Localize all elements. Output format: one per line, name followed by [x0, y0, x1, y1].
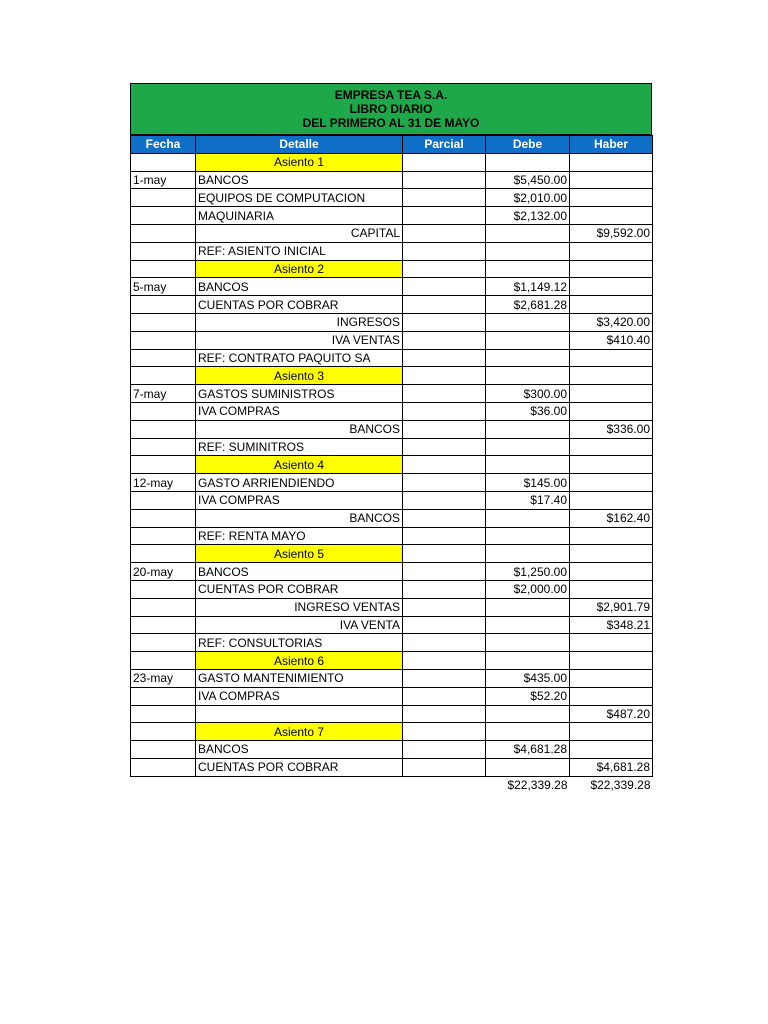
- cell-fecha: [131, 296, 196, 314]
- cell-detalle: BANCOS: [196, 278, 403, 296]
- table-row: [131, 616, 653, 634]
- cell-haber: $162.40: [570, 509, 653, 527]
- journal-sheet: [130, 83, 653, 794]
- cell-haber: [570, 652, 653, 670]
- cell-parcial: [403, 705, 486, 723]
- cell-fecha: [131, 331, 196, 349]
- cell-debe: [486, 598, 570, 616]
- cell-parcial: [403, 242, 486, 260]
- book-title: LIBRO DIARIO: [349, 102, 433, 116]
- cell-haber: $3,420.00: [570, 313, 653, 331]
- cell-haber: [570, 171, 653, 189]
- cell-fecha: [131, 456, 196, 474]
- cell-parcial: [403, 331, 486, 349]
- cell-parcial: [403, 669, 486, 687]
- cell-parcial: [403, 598, 486, 616]
- journal-header: [130, 83, 652, 135]
- cell-fecha: 12-may: [131, 474, 196, 492]
- asiento-row: [131, 545, 653, 563]
- table-row: [131, 741, 653, 759]
- cell-fecha: [131, 580, 196, 598]
- cell-detalle: IVA COMPRAS: [196, 687, 403, 705]
- cell-fecha: [131, 207, 196, 225]
- cell-parcial: [403, 153, 486, 171]
- empty-cell: [131, 776, 196, 794]
- cell-debe: $17.40: [486, 491, 570, 509]
- column-header-haber: Haber: [570, 136, 653, 154]
- cell-debe: $2,132.00: [486, 207, 570, 225]
- cell-debe: [486, 616, 570, 634]
- cell-detalle: GASTOS SUMINISTROS: [196, 385, 403, 403]
- cell-haber: $348.21: [570, 616, 653, 634]
- cell-parcial: [403, 545, 486, 563]
- cell-debe: $435.00: [486, 669, 570, 687]
- cell-haber: [570, 545, 653, 563]
- cell-fecha: [131, 527, 196, 545]
- cell-detalle: Asiento 4: [196, 456, 403, 474]
- table-row: [131, 278, 653, 296]
- cell-parcial: [403, 296, 486, 314]
- table-row: [131, 563, 653, 581]
- cell-fecha: [131, 242, 196, 260]
- table-row: [131, 687, 653, 705]
- cell-parcial: [403, 402, 486, 420]
- column-header-parcial: Parcial: [403, 136, 486, 154]
- cell-debe: [486, 723, 570, 741]
- cell-debe: [486, 652, 570, 670]
- cell-debe: [486, 634, 570, 652]
- column-header-detalle: Detalle: [196, 136, 403, 154]
- cell-haber: [570, 402, 653, 420]
- cell-parcial: [403, 171, 486, 189]
- cell-haber: [570, 349, 653, 367]
- cell-debe: [486, 420, 570, 438]
- cell-debe: [486, 313, 570, 331]
- cell-detalle: REF: CONTRATO PAQUITO SA: [196, 349, 403, 367]
- cell-fecha: [131, 491, 196, 509]
- cell-debe: [486, 438, 570, 456]
- cell-detalle: EQUIPOS DE COMPUTACION: [196, 189, 403, 207]
- cell-debe: [486, 242, 570, 260]
- cell-haber: [570, 563, 653, 581]
- cell-debe: [486, 758, 570, 776]
- cell-fecha: [131, 313, 196, 331]
- cell-detalle: GASTO ARRIENDIENDO: [196, 474, 403, 492]
- cell-debe: $2,000.00: [486, 580, 570, 598]
- cell-parcial: [403, 723, 486, 741]
- cell-detalle: Asiento 7: [196, 723, 403, 741]
- cell-parcial: [403, 509, 486, 527]
- cell-haber: [570, 741, 653, 759]
- cell-detalle: MAQUINARIA: [196, 207, 403, 225]
- cell-haber: [570, 491, 653, 509]
- cell-parcial: [403, 758, 486, 776]
- period-title: DEL PRIMERO AL 31 DE MAYO: [302, 116, 480, 130]
- cell-fecha: [131, 741, 196, 759]
- cell-parcial: [403, 278, 486, 296]
- cell-fecha: [131, 687, 196, 705]
- table-row: [131, 705, 653, 723]
- journal-table: [130, 135, 653, 794]
- cell-debe: $5,450.00: [486, 171, 570, 189]
- cell-haber: $9,592.00: [570, 224, 653, 242]
- cell-debe: $145.00: [486, 474, 570, 492]
- cell-parcial: [403, 456, 486, 474]
- table-row: [131, 242, 653, 260]
- cell-haber: [570, 723, 653, 741]
- cell-debe: [486, 367, 570, 385]
- cell-fecha: [131, 189, 196, 207]
- cell-parcial: [403, 563, 486, 581]
- cell-parcial: [403, 491, 486, 509]
- table-row: [131, 402, 653, 420]
- cell-detalle: REF: CONSULTORIAS: [196, 634, 403, 652]
- cell-fecha: [131, 402, 196, 420]
- cell-parcial: [403, 385, 486, 403]
- table-row: [131, 758, 653, 776]
- cell-fecha: [131, 598, 196, 616]
- column-header-fecha: Fecha: [131, 136, 196, 154]
- cell-haber: [570, 367, 653, 385]
- cell-detalle: INGRESO VENTAS: [196, 598, 403, 616]
- cell-haber: $2,901.79: [570, 598, 653, 616]
- table-row: [131, 669, 653, 687]
- cell-parcial: [403, 313, 486, 331]
- cell-fecha: [131, 349, 196, 367]
- cell-fecha: 1-may: [131, 171, 196, 189]
- cell-parcial: [403, 580, 486, 598]
- asiento-row: [131, 456, 653, 474]
- cell-detalle: CUENTAS POR COBRAR: [196, 296, 403, 314]
- cell-debe: $1,250.00: [486, 563, 570, 581]
- cell-parcial: [403, 616, 486, 634]
- cell-fecha: [131, 153, 196, 171]
- cell-debe: [486, 527, 570, 545]
- cell-detalle: Asiento 6: [196, 652, 403, 670]
- cell-haber: [570, 580, 653, 598]
- cell-haber: [570, 527, 653, 545]
- column-header-debe: Debe: [486, 136, 570, 154]
- asiento-row: [131, 652, 653, 670]
- cell-detalle: Asiento 3: [196, 367, 403, 385]
- table-row: [131, 385, 653, 403]
- cell-parcial: [403, 189, 486, 207]
- cell-fecha: [131, 509, 196, 527]
- cell-fecha: 7-may: [131, 385, 196, 403]
- cell-parcial: [403, 224, 486, 242]
- cell-debe: $2,681.28: [486, 296, 570, 314]
- cell-haber: $336.00: [570, 420, 653, 438]
- cell-parcial: [403, 474, 486, 492]
- cell-haber: [570, 438, 653, 456]
- cell-haber: [570, 153, 653, 171]
- cell-parcial: [403, 420, 486, 438]
- cell-haber: [570, 260, 653, 278]
- table-row: [131, 207, 653, 225]
- total-haber: $22,339.28: [590, 778, 651, 793]
- table-row: [131, 349, 653, 367]
- cell-detalle: Asiento 1: [196, 153, 403, 171]
- cell-fecha: [131, 224, 196, 242]
- cell-detalle: REF: SUMINITROS: [196, 438, 403, 456]
- cell-detalle: IVA COMPRAS: [196, 491, 403, 509]
- cell-fecha: [131, 758, 196, 776]
- cell-detalle: CAPITAL: [196, 224, 403, 242]
- cell-debe: [486, 509, 570, 527]
- cell-debe: $36.00: [486, 402, 570, 420]
- table-row: [131, 527, 653, 545]
- cell-detalle: Asiento 5: [196, 545, 403, 563]
- cell-haber: $410.40: [570, 331, 653, 349]
- cell-parcial: [403, 260, 486, 278]
- cell-detalle: GASTO MANTENIMIENTO: [196, 669, 403, 687]
- cell-debe: [486, 153, 570, 171]
- cell-haber: [570, 189, 653, 207]
- cell-detalle: BANCOS: [196, 509, 403, 527]
- cell-fecha: [131, 367, 196, 385]
- asiento-row: [131, 723, 653, 741]
- cell-debe: $300.00: [486, 385, 570, 403]
- cell-debe: [486, 349, 570, 367]
- cell-fecha: [131, 420, 196, 438]
- totals-row: [131, 776, 653, 794]
- cell-debe: $52.20: [486, 687, 570, 705]
- cell-parcial: [403, 349, 486, 367]
- cell-detalle: BANCOS: [196, 741, 403, 759]
- cell-fecha: [131, 723, 196, 741]
- cell-detalle: Asiento 2: [196, 260, 403, 278]
- table-row: [131, 224, 653, 242]
- table-row: [131, 438, 653, 456]
- cell-debe: [486, 224, 570, 242]
- cell-haber: [570, 687, 653, 705]
- cell-haber: $487.20: [570, 705, 653, 723]
- cell-debe: [486, 456, 570, 474]
- table-row: [131, 491, 653, 509]
- cell-detalle: IVA VENTAS: [196, 331, 403, 349]
- cell-haber: [570, 278, 653, 296]
- empty-cell: [196, 776, 403, 794]
- cell-haber: [570, 669, 653, 687]
- asiento-row: [131, 367, 653, 385]
- cell-detalle: IVA VENTA: [196, 616, 403, 634]
- journal-body: [131, 153, 653, 794]
- cell-parcial: [403, 634, 486, 652]
- cell-haber: [570, 385, 653, 403]
- cell-debe: $2,010.00: [486, 189, 570, 207]
- cell-debe: $1,149.12: [486, 278, 570, 296]
- cell-haber: [570, 207, 653, 225]
- cell-detalle: CUENTAS POR COBRAR: [196, 580, 403, 598]
- cell-detalle: [196, 705, 403, 723]
- cell-debe: [486, 331, 570, 349]
- table-row: [131, 634, 653, 652]
- table-row: [131, 474, 653, 492]
- cell-parcial: [403, 527, 486, 545]
- cell-debe: [486, 260, 570, 278]
- empty-cell: [403, 776, 486, 794]
- table-row: [131, 189, 653, 207]
- cell-debe: [486, 705, 570, 723]
- cell-fecha: [131, 705, 196, 723]
- cell-parcial: [403, 687, 486, 705]
- cell-detalle: REF: ASIENTO INICIAL: [196, 242, 403, 260]
- table-row: [131, 598, 653, 616]
- table-row: [131, 296, 653, 314]
- table-row: [131, 171, 653, 189]
- cell-fecha: [131, 652, 196, 670]
- cell-debe: [486, 545, 570, 563]
- cell-fecha: 20-may: [131, 563, 196, 581]
- cell-haber: [570, 474, 653, 492]
- cell-haber: [570, 296, 653, 314]
- table-row: [131, 313, 653, 331]
- cell-detalle: BANCOS: [196, 563, 403, 581]
- cell-fecha: [131, 634, 196, 652]
- cell-fecha: [131, 545, 196, 563]
- cell-detalle: CUENTAS POR COBRAR: [196, 758, 403, 776]
- cell-detalle: BANCOS: [196, 420, 403, 438]
- cell-detalle: BANCOS: [196, 171, 403, 189]
- table-row: [131, 420, 653, 438]
- cell-fecha: [131, 260, 196, 278]
- cell-parcial: [403, 367, 486, 385]
- cell-fecha: 23-may: [131, 669, 196, 687]
- cell-detalle: INGRESOS: [196, 313, 403, 331]
- cell-parcial: [403, 652, 486, 670]
- table-row: [131, 580, 653, 598]
- cell-detalle: REF: RENTA MAYO: [196, 527, 403, 545]
- table-row: [131, 509, 653, 527]
- cell-parcial: [403, 207, 486, 225]
- cell-parcial: [403, 741, 486, 759]
- cell-fecha: [131, 616, 196, 634]
- cell-haber: [570, 242, 653, 260]
- cell-haber: $4,681.28: [570, 758, 653, 776]
- table-row: [131, 331, 653, 349]
- cell-parcial: [403, 438, 486, 456]
- cell-detalle: IVA COMPRAS: [196, 402, 403, 420]
- asiento-row: [131, 260, 653, 278]
- company-name: EMPRESA TEA S.A.: [334, 88, 448, 102]
- cell-fecha: 5-may: [131, 278, 196, 296]
- cell-fecha: [131, 438, 196, 456]
- total-debe: $22,339.28: [507, 778, 568, 793]
- cell-haber: [570, 456, 653, 474]
- column-header-row: [131, 136, 653, 154]
- asiento-row: [131, 153, 653, 171]
- cell-haber: [570, 634, 653, 652]
- cell-debe: $4,681.28: [486, 741, 570, 759]
